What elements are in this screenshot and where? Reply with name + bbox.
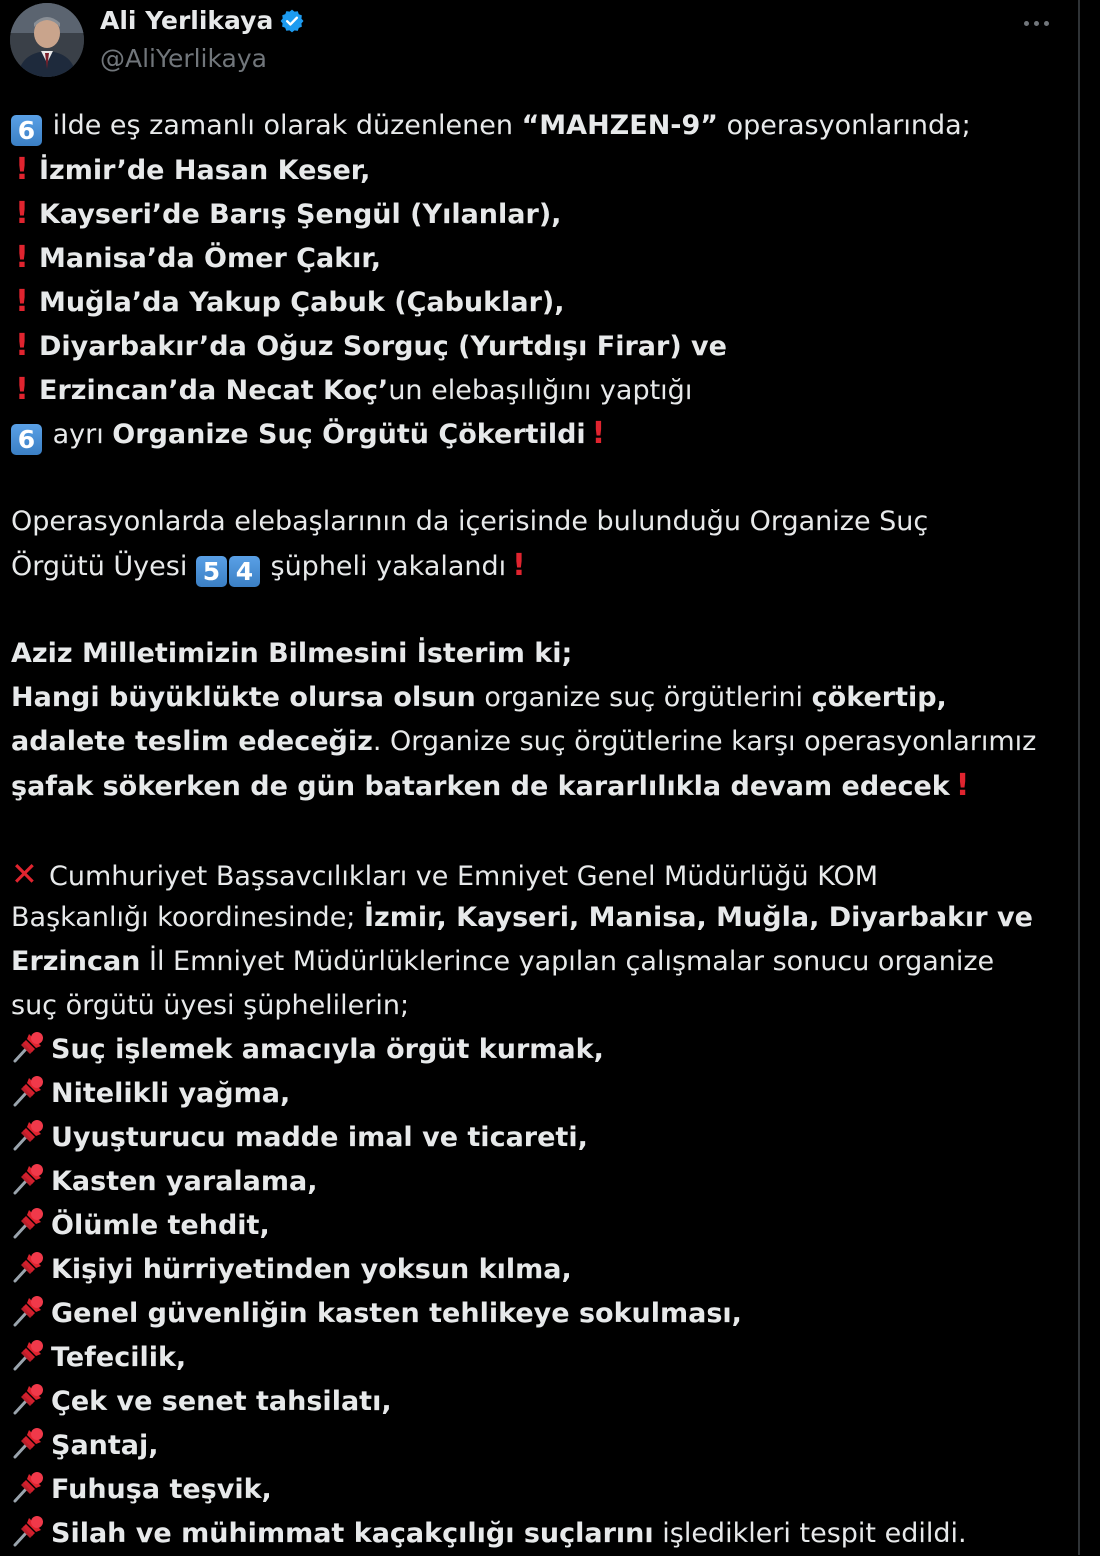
crime-bold: Uyuşturucu madde imal ve ticareti, xyxy=(51,1122,588,1153)
tweet-line-summary xyxy=(11,412,1071,456)
crime-list-item xyxy=(11,1292,1071,1336)
crime-list-item xyxy=(11,1380,1071,1424)
blank-line xyxy=(11,588,1071,632)
crime-list-item xyxy=(11,1248,1071,1292)
author-name-row xyxy=(100,6,305,35)
leader-bold: Muğla’da Yakup Çabuk (Çabuklar), xyxy=(39,287,565,318)
red-exclamation-icon: ! xyxy=(15,372,29,407)
red-exclamation-icon: ! xyxy=(955,768,970,803)
leader-list-item xyxy=(11,280,1071,324)
text-segment: İl Emniyet Müdürlüklerince yapılan çalışmalar sonucu organize xyxy=(140,946,995,977)
text-segment: ayrı xyxy=(44,419,113,450)
tweet-line-para3-1 xyxy=(11,632,1071,676)
text-bold: Erzincan xyxy=(11,946,141,977)
verified-badge-icon xyxy=(279,8,305,34)
tweet-line-para4-2 xyxy=(11,896,1071,940)
pushpin-icon xyxy=(11,1160,51,1196)
crime-bold: Şantaj, xyxy=(51,1430,159,1461)
author-display-name[interactable]: Ali Yerlikaya xyxy=(100,6,274,35)
keycap-emoji: 6 xyxy=(11,115,42,146)
leader-bold: Kayseri’de Barış Şengül (Yılanlar), xyxy=(39,199,562,230)
keycap-emoji: 5 xyxy=(196,556,227,587)
operation-name: “MAHZEN-9” xyxy=(521,110,719,141)
leader-bold: Diyarbakır’da Oğuz Sorguç (Yurtdışı Firar) ve xyxy=(39,331,727,362)
red-exclamation-icon: ! xyxy=(15,284,29,319)
crime-bold: Kişiyi hürriyetinden yoksun kılma, xyxy=(51,1254,572,1285)
pushpin-icon xyxy=(11,1072,51,1108)
author-handle[interactable]: @AliYerlikaya xyxy=(100,44,267,73)
crime-rest: işledikleri tespit edildi. xyxy=(653,1518,967,1549)
red-exclamation-icon: ! xyxy=(15,240,29,275)
crime-bold: Çek ve senet tahsilatı, xyxy=(51,1386,392,1417)
crime-bold: Fuhuşa teşvik, xyxy=(51,1474,272,1505)
text-segment: Cumhuriyet Başsavcılıkları ve Emniyet Genel Müdürlüğü KOM xyxy=(49,861,879,892)
crime-bold: Silah ve mühimmat kaçakçılığı suçlarını xyxy=(51,1518,654,1549)
red-exclamation-icon: ! xyxy=(15,328,29,363)
red-exclamation-icon: ! xyxy=(591,416,606,451)
crime-bold: Genel güvenliğin kasten tehlikeye sokulması, xyxy=(51,1298,742,1329)
tweet-line-para2-1: Operasyonlarda elebaşlarının da içerisinde bulunduğu Organize Suç xyxy=(11,506,929,537)
cross-mark-icon: ✕ xyxy=(11,855,38,893)
pushpin-icon xyxy=(11,1468,51,1504)
red-exclamation-icon: ! xyxy=(15,196,29,231)
keycap-emoji: 4 xyxy=(229,556,260,587)
leader-rest: un elebaşılığını yaptığı xyxy=(388,375,693,406)
text-segment: Başkanlığı koordinesinde; xyxy=(11,902,364,933)
leader-bold: Manisa’da Ömer Çakır, xyxy=(39,243,382,274)
more-horizontal-icon[interactable] xyxy=(1016,8,1056,38)
crime-list-item xyxy=(11,1512,1071,1556)
text-bold: İzmir, Kayseri, Manisa, Muğla, Diyarbakır ve xyxy=(364,902,1033,933)
crime-list-item xyxy=(11,1336,1071,1380)
tweet-text xyxy=(11,104,1071,1556)
summary-bold: Organize Suç Örgütü Çökertildi xyxy=(112,419,586,450)
leader-list-item xyxy=(11,148,1071,192)
crime-list-item xyxy=(11,1028,1071,1072)
text-bold: adalete teslim edeceğiz xyxy=(11,726,373,757)
pushpin-icon xyxy=(11,1028,51,1064)
tweet-line-para3-2 xyxy=(11,676,1071,720)
red-exclamation-icon: ! xyxy=(15,152,29,187)
tweet-line-para3-4 xyxy=(11,764,1071,808)
leader-list-item xyxy=(11,368,1071,412)
text-bold: şafak sökerken de gün batarken de kararlılıkla devam edecek xyxy=(11,771,950,802)
pushpin-icon xyxy=(11,1116,51,1152)
tweet-header xyxy=(10,0,1070,80)
blank-line xyxy=(11,808,1071,852)
crime-list-item xyxy=(11,1424,1071,1468)
tweet-line-para3-3 xyxy=(11,720,1071,764)
tweet-line-para4-3 xyxy=(11,940,1071,984)
text-bold: Hangi büyüklükte olursa olsun xyxy=(11,682,476,713)
text-segment: Örgütü Üyesi xyxy=(11,551,196,582)
crime-bold: Tefecilik, xyxy=(51,1342,187,1373)
red-exclamation-icon: ! xyxy=(512,548,526,583)
leader-bold: İzmir’de Hasan Keser, xyxy=(39,155,371,186)
crime-bold: Ölümle tehdit, xyxy=(51,1210,270,1241)
leader-bold: Erzincan’da Necat Koç’ xyxy=(39,375,389,406)
crime-list-item xyxy=(11,1160,1071,1204)
pushpin-icon xyxy=(11,1204,51,1240)
leader-list-item xyxy=(11,324,1071,368)
text-bold: çökertip, xyxy=(811,682,947,713)
tweet-line-para4-4: suç örgütü üyesi şüphelilerin; xyxy=(11,990,410,1021)
crime-bold: Kasten yaralama, xyxy=(51,1166,318,1197)
crime-list-item xyxy=(11,1072,1071,1116)
tweet-line-intro xyxy=(11,104,1071,148)
leaders-list xyxy=(11,148,1071,412)
text-segment: . Organize suç örgütlerine karşı operasyonlarımız xyxy=(372,726,1037,757)
pushpin-icon xyxy=(11,1380,51,1416)
pushpin-icon xyxy=(11,1248,51,1284)
crime-list-item xyxy=(11,1116,1071,1160)
tweet-line-para4-1 xyxy=(11,852,1071,896)
pushpin-icon xyxy=(11,1424,51,1460)
pushpin-icon xyxy=(11,1336,51,1372)
crimes-list xyxy=(11,1028,1071,1556)
leader-list-item xyxy=(11,192,1071,236)
blank-line xyxy=(11,456,1071,500)
text-segment: organize suç örgütlerini xyxy=(475,682,812,713)
keycap-emoji: 6 xyxy=(11,424,42,455)
text-segment: ilde eş zamanlı olarak düzenlenen xyxy=(44,110,522,141)
crime-list-item xyxy=(11,1468,1071,1512)
crime-bold: Nitelikli yağma, xyxy=(51,1078,291,1109)
text-segment: şüpheli yakalandı xyxy=(261,551,507,582)
pushpin-icon xyxy=(11,1512,51,1548)
tweet-line-para2-2 xyxy=(11,544,1071,588)
text-segment: operasyonlarında; xyxy=(718,110,971,141)
text-bold: Aziz Milletimizin Bilmesini İsterim ki; xyxy=(11,638,573,669)
crime-bold: Suç işlemek amacıyla örgüt kurmak, xyxy=(51,1034,604,1065)
leader-list-item xyxy=(11,236,1071,280)
crime-list-item xyxy=(11,1204,1071,1248)
avatar[interactable] xyxy=(10,3,84,77)
timeline-column-border xyxy=(1078,0,1080,1555)
pushpin-icon xyxy=(11,1292,51,1328)
